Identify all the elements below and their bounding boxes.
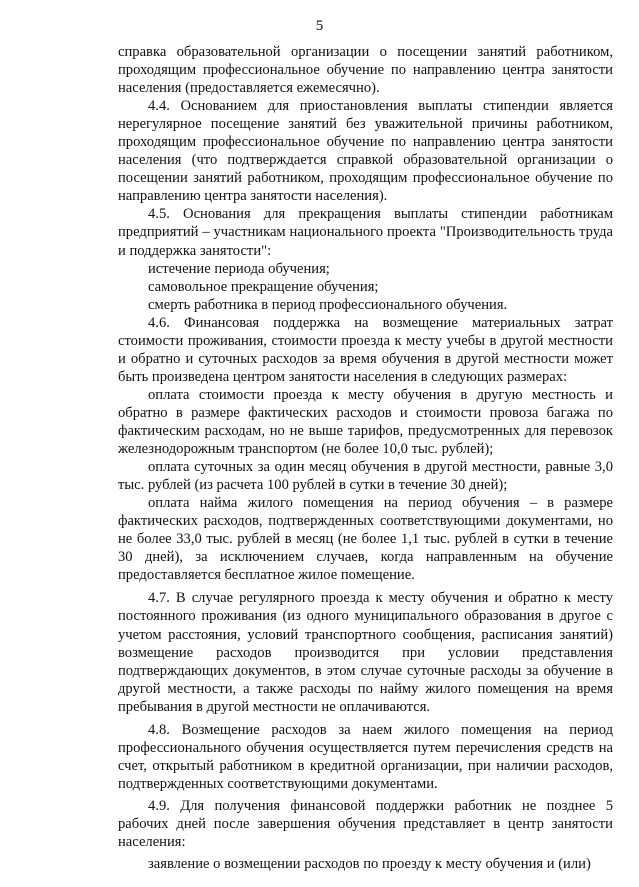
document-body [118,43,613,873]
list-item-travel-cost: оплата стоимости проезда к месту обучения в другую местность и обратно в размере фактических расходов и стоимости провоза багажа по фактическим расходам, но не выше тарифов, предусмотренных для перевозок железнодорожным транспортом (не более 10,0 тыс. рублей); [118,386,613,458]
paragraph-certificate: справка образовательной организации о посещении занятий работником, проходящим профессиональное обучение по направлению центра занятости населения (предоставляется ежемесячно). [118,44,613,97]
paragraph-4-7: 4.7. В случае регулярного проезда к месту обучения и обратно к месту постоянного проживания (из одного муниципального образования в другое с учетом расстояния, условий транспортного сообщения, расписания занятий) возмещение расходов производится при условии представления подтверждающих документов, в этом случае суточные расходы за обучение в другой местности, а также расходы по найму жилого помещения на время пребывания в другой местности не оплачиваются. [118,590,613,715]
list-item-employee-death: смерть работника в период профессионального обучения. [148,296,508,313]
list-item-reimbursement-application: заявление о возмещении расходов по проезду к месту обучения и (или) [148,856,591,873]
list-item-daily-allowance: оплата суточных за один месяц обучения в другой местности, равные 3,0 тыс. рублей (из расчета 100 рублей в сутки в течение 30 дней); [118,459,613,494]
paragraph-4-8: 4.8. Возмещение расходов за наем жилого помещения на период профессионального обучения осуществляется путем перечисления средств на счет, открытый работником в кредитной организации, при наличии расходов, подтвержденных соответствующими документами. [118,721,613,792]
paragraph-4-6: 4.6. Финансовая поддержка на возмещение материальных затрат стоимости проживания, стоимости проезда к месту учебы в другой местности и обратно и суточных расходов за время обучения в другой местности может быть произведена центром занятости населения в следующих размерах: [118,314,613,385]
paragraph-4-9: 4.9. Для получения финансовой поддержки работник не позднее 5 рабочих дней после завершения обучения представляет в центр занятости населения: [118,797,613,851]
paragraph-4-5: 4.5. Основания для прекращения выплаты стипендии работникам предприятий – участникам национального проекта "Производительность труда и поддержка занятости": [118,206,613,259]
page-number: 5 [315,18,324,34]
list-item-training-period-expiry: истечение периода обучения; [148,260,330,277]
list-item-housing-rent: оплата найма жилого помещения на период обучения – в размере фактических расходов, подтвержденных соответствующими документами, но не более 33,0 тыс. рублей в месяц (не более 1,1 тыс. рублей в сутки в течение 30 дней), за исключением случаев, когда направленным на обучение предоставляется бесплатное жилое помещение. [118,495,613,584]
paragraph-4-4: 4.4. Основанием для приостановления выплаты стипендии является нерегулярное посещение занятий без уважительной причины работником, проходящим профессиональное обучение по направлению центра занятости населения (что подтверждается справкой образовательной организации о посещении занятий работником, проходящим профессиональное обучение по направлению центра занятости населения). [118,98,613,205]
list-item-unauthorized-termination: самовольное прекращение обучения; [148,278,379,295]
